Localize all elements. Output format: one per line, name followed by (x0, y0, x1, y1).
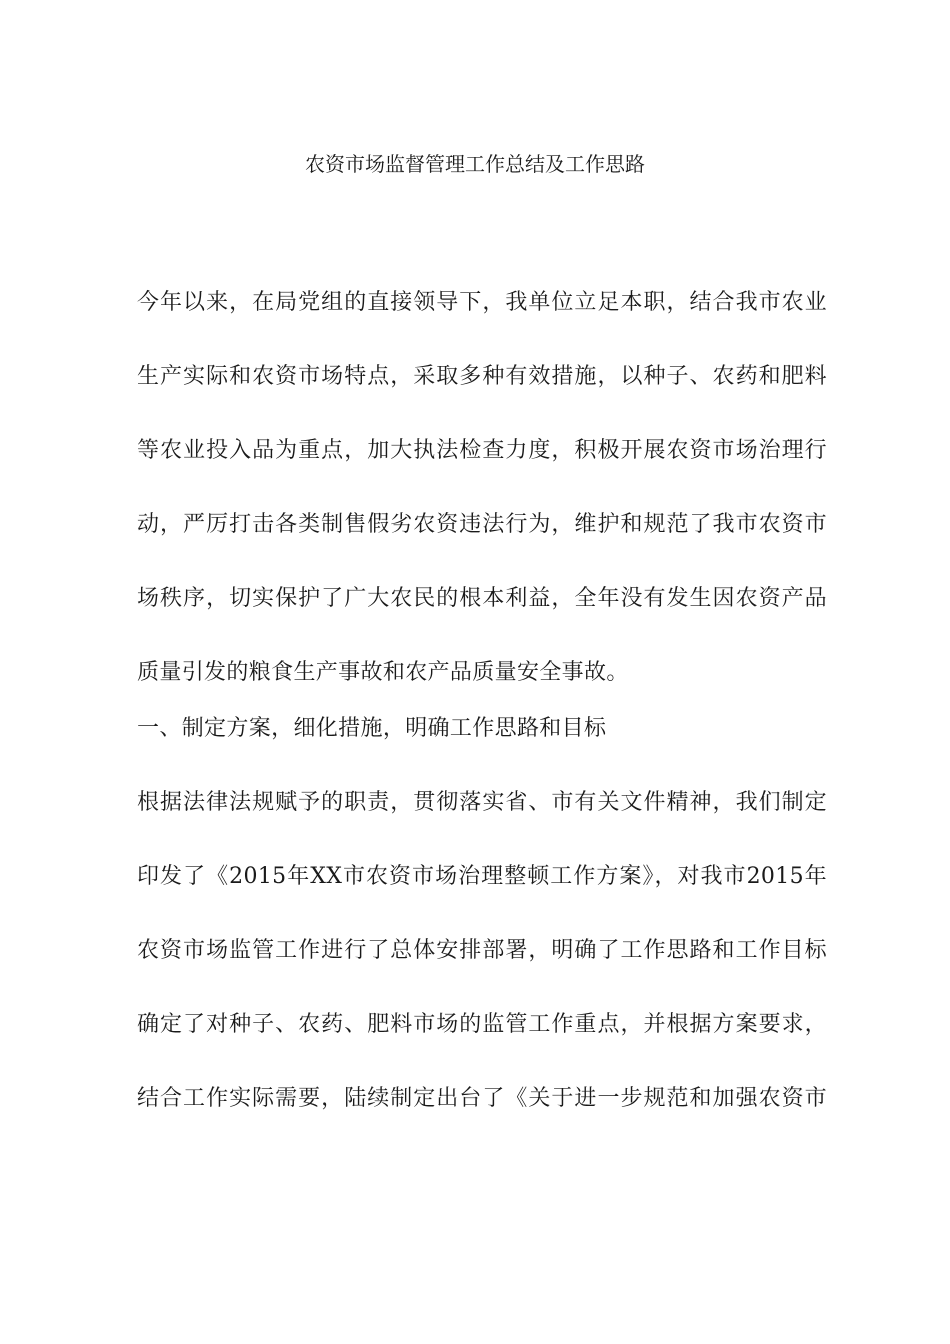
paragraph-line: 确定了对种子、农药、肥料市场的监管工作重点，并根据方案要求， (137, 1012, 827, 1037)
paragraph-line: 农资市场监管工作进行了总体安排部署，明确了工作思路和工作目标 (137, 938, 827, 963)
paragraph-line: 动，严厉打击各类制售假劣农资违法行为，维护和规范了我市农资市 (137, 512, 827, 537)
document-title: 农资市场监督管理工作总结及工作思路 (305, 152, 645, 176)
document-body (137, 280, 827, 1150)
paragraph-line: 根据法律法规赋予的职责，贯彻落实省、市有关文件精神，我们制定 (137, 790, 827, 815)
paragraph-line: 印发了《2015年XX市农资市场治理整顿工作方案》，对我市2015年 (137, 864, 827, 889)
paragraph-line: 质量引发的粮食生产事故和农产品质量安全事故。 (137, 660, 629, 685)
paragraph-line: 等农业投入品为重点，加大执法检查力度，积极开展农资市场治理行 (137, 438, 827, 463)
paragraph-line: 场秩序，切实保护了广大农民的根本利益，全年没有发生因农资产品 (137, 586, 827, 611)
paragraph-line: 生产实际和农资市场特点，采取多种有效措施，以种子、农药和肥料 (137, 364, 827, 389)
paragraph-line: 结合工作实际需要，陆续制定出台了《关于进一步规范和加强农资市 (137, 1086, 827, 1111)
paragraph-line: 今年以来，在局党组的直接领导下，我单位立足本职，结合我市农业 (137, 290, 827, 315)
section-heading: 一、制定方案，细化措施，明确工作思路和目标 (137, 716, 607, 741)
